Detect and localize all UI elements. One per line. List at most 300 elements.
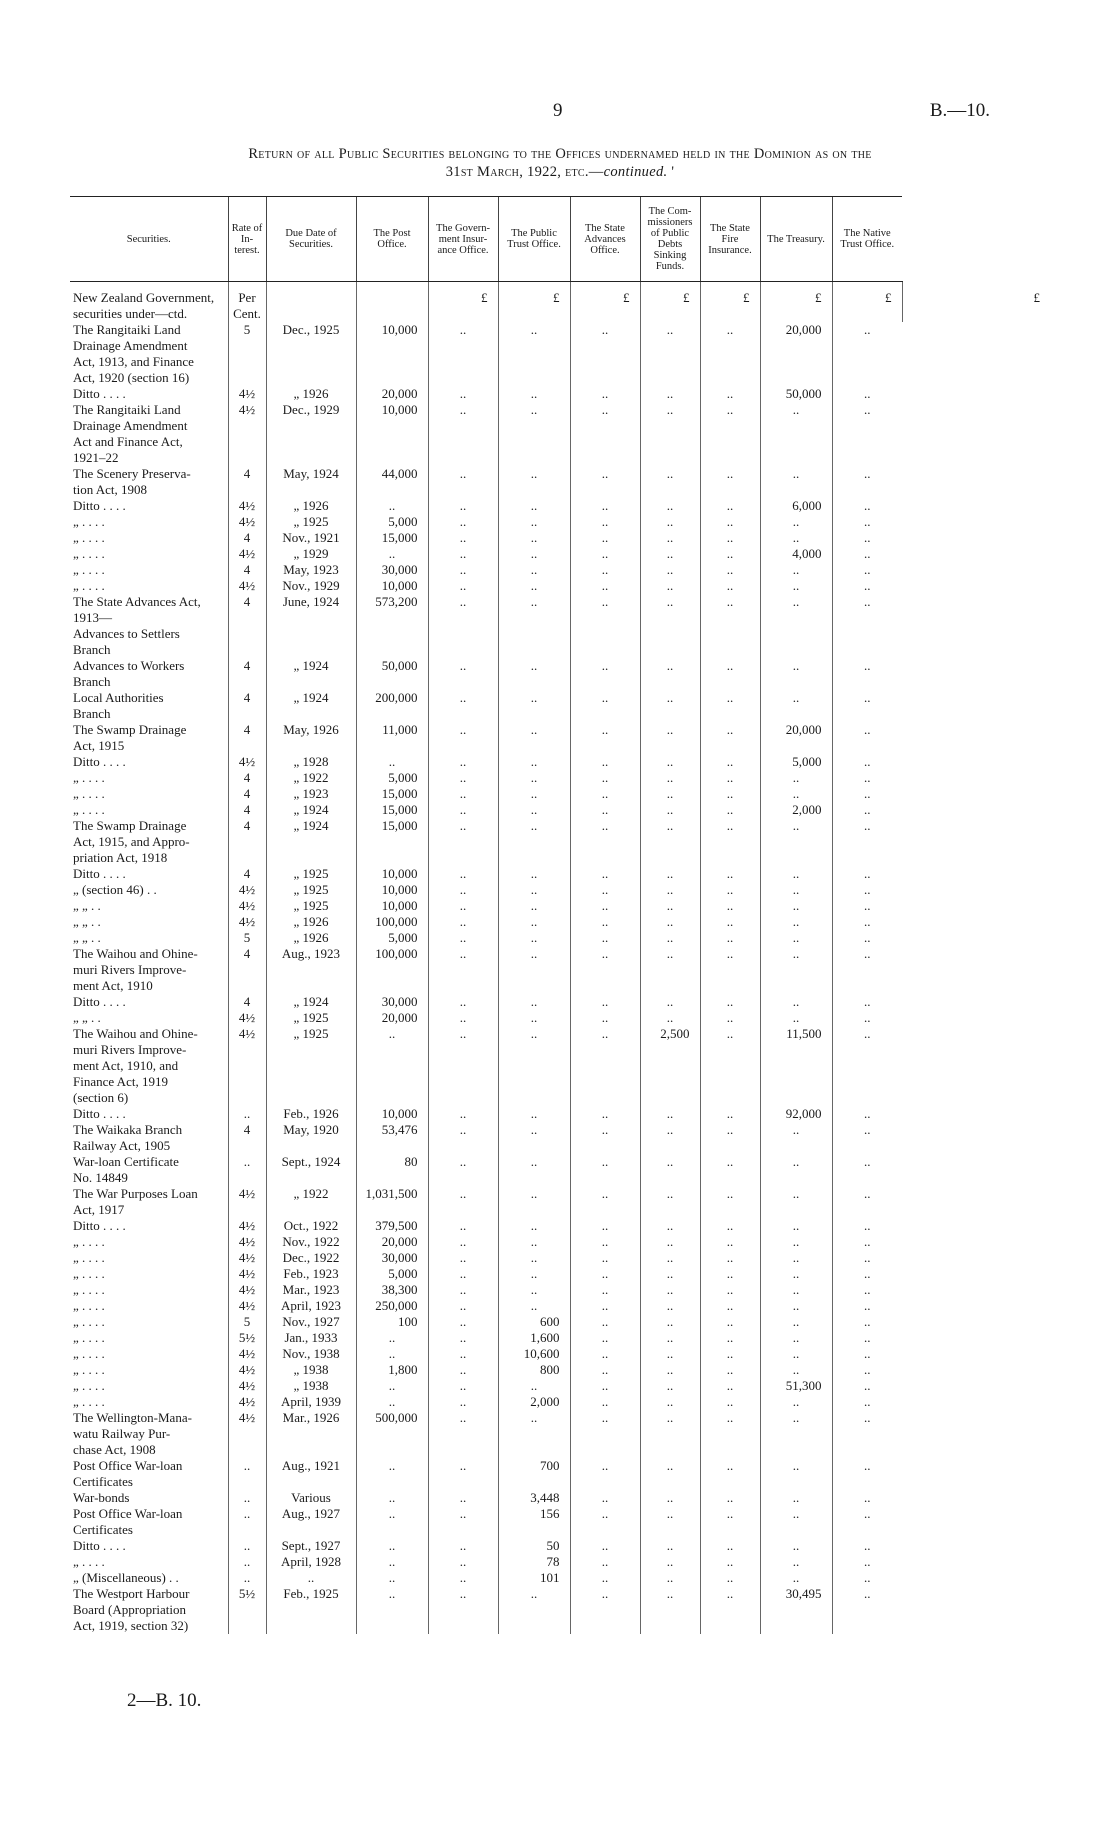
table-row [70,722,1050,754]
cell-security: „ . . . . [73,1346,105,1361]
cell-rate: 4½ [228,514,266,530]
cell-security: Advances to Workers Branch [73,658,185,689]
cell-native-trust: .. [832,1106,902,1122]
cell-treasury: .. [760,1266,832,1282]
cell-public-trust: .. [498,1026,570,1106]
cell-due-date: „ 1938 [266,1378,356,1394]
cell-security: Ditto . . . . [73,386,126,401]
cell-government-insurance: .. [428,1282,498,1298]
cell-state-advances: .. [570,1122,640,1154]
cell-rate: Per Cent. [228,282,266,323]
cell-sinking-funds: .. [640,898,700,914]
cell-due-date: Nov., 1938 [266,1346,356,1362]
table-row [70,1154,1050,1186]
cell-state-fire: .. [700,386,760,402]
cell-native-trust: .. [832,898,902,914]
cell-post-office: 100,000 [356,946,428,994]
cell-due-date: „ 1924 [266,818,356,866]
cell-government-insurance: .. [428,802,498,818]
table-row [70,1362,1050,1378]
cell-public-trust: .. [498,658,570,690]
cell-treasury: .. [760,1218,832,1234]
cell-rate: .. [228,1570,266,1586]
cell-native-trust: .. [832,818,902,866]
cell-post-office: .. [356,754,428,770]
cell-security: „ . . . . [73,514,105,529]
cell-treasury: 50,000 [760,386,832,402]
cell-state-fire: .. [700,1330,760,1346]
cell-state-fire: .. [700,498,760,514]
table-row [70,562,1050,578]
header-rate: Rate of In-terest. [228,197,266,282]
cell-sinking-funds: .. [640,658,700,690]
table-row [70,594,1050,658]
cell-due-date: May, 1924 [266,466,356,498]
cell-state-advances: .. [570,1010,640,1026]
cell-state-fire: .. [700,754,760,770]
cell-post-office: 30,000 [356,994,428,1010]
cell-post-office: .. [356,1586,428,1634]
cell-rate: 4 [228,770,266,786]
cell-sinking-funds: .. [640,1330,700,1346]
cell-state-advances: .. [570,466,640,498]
cell-post-office: 15,000 [356,530,428,546]
cell-treasury: 20,000 [760,322,832,386]
table-row [70,690,1050,722]
cell-sinking-funds: .. [640,1490,700,1506]
cell-native-trust: .. [832,1250,902,1266]
cell-state-fire: .. [700,514,760,530]
cell-sinking-funds: .. [640,690,700,722]
cell-government-insurance: .. [428,914,498,930]
cell-government-insurance: £ [428,282,498,323]
table-row [70,1570,1050,1586]
cell-state-advances: .. [570,1362,640,1378]
cell-due-date: Sept., 1924 [266,1154,356,1186]
table-row [70,1506,1050,1538]
cell-state-fire: .. [700,770,760,786]
cell-rate: 4 [228,658,266,690]
cell-state-fire: .. [700,1010,760,1026]
cell-sinking-funds: .. [640,1394,700,1410]
footer-reference: 2—B. 10. [127,1690,202,1711]
table-row [70,402,1050,466]
cell-security: The Westport Harbour Board (Appropriation Act, 1919, section 32) [73,1586,190,1633]
cell-post-office: 30,000 [356,1250,428,1266]
cell-state-advances: .. [570,1538,640,1554]
cell-post-office: 10,000 [356,866,428,882]
cell-security: „ . . . . [73,1394,105,1409]
cell-due-date: Aug., 1927 [266,1506,356,1538]
cell-treasury: £ [760,282,832,323]
table-row [70,1410,1050,1458]
cell-treasury: .. [760,1570,832,1586]
cell-government-insurance: .. [428,594,498,658]
cell-post-office: 500,000 [356,1410,428,1458]
cell-post-office: 200,000 [356,690,428,722]
cell-native-trust: .. [832,1314,902,1330]
cell-post-office: 10,000 [356,578,428,594]
cell-rate: 5 [228,930,266,946]
cell-native-trust: .. [832,1010,902,1026]
cell-security: Post Office War-loan Certificates [73,1506,183,1537]
cell-state-advances: .. [570,514,640,530]
cell-post-office: 379,500 [356,1218,428,1234]
cell-post-office [356,282,428,323]
cell-native-trust: .. [832,1506,902,1538]
cell-due-date: April, 1928 [266,1554,356,1570]
cell-public-trust: .. [498,754,570,770]
cell-public-trust: .. [498,1122,570,1154]
table-row [70,1538,1050,1554]
cell-state-fire: .. [700,1154,760,1186]
cell-sinking-funds: .. [640,1106,700,1122]
cell-sinking-funds: .. [640,1458,700,1490]
cell-treasury: .. [760,514,832,530]
cell-state-fire: .. [700,1506,760,1538]
cell-native-trust: .. [832,882,902,898]
cell-public-trust: .. [498,1586,570,1634]
cell-post-office: 20,000 [356,1234,428,1250]
cell-state-advances: .. [570,530,640,546]
cell-native-trust: .. [832,386,902,402]
cell-treasury: .. [760,1410,832,1458]
cell-treasury: .. [760,818,832,866]
cell-public-trust: 3,448 [498,1490,570,1506]
cell-native-trust: £ [832,282,902,323]
cell-state-advances: .. [570,1154,640,1186]
table-row [70,1282,1050,1298]
cell-sinking-funds: .. [640,930,700,946]
cell-due-date: „ 1926 [266,914,356,930]
cell-state-advances: .. [570,930,640,946]
cell-state-fire: .. [700,594,760,658]
table-row [70,1298,1050,1314]
cell-government-insurance: .. [428,546,498,562]
cell-state-advances: .. [570,1586,640,1634]
cell-sinking-funds: .. [640,1554,700,1570]
cell-post-office: 20,000 [356,1010,428,1026]
cell-security: War-bonds [73,1490,130,1505]
table-row [70,322,1050,386]
cell-due-date: „ 1928 [266,754,356,770]
cell-post-office: 44,000 [356,466,428,498]
header-native-trust: The Native Trust Office. [832,197,902,282]
cell-sinking-funds: .. [640,1250,700,1266]
cell-state-fire: .. [700,914,760,930]
cell-public-trust: .. [498,690,570,722]
cell-government-insurance: .. [428,578,498,594]
cell-sinking-funds: .. [640,1538,700,1554]
cell-rate: 4 [228,722,266,754]
cell-state-fire: .. [700,722,760,754]
cell-sinking-funds: .. [640,1122,700,1154]
cell-rate: .. [228,1506,266,1538]
cell-sinking-funds: .. [640,1298,700,1314]
table-row [70,994,1050,1010]
cell-public-trust: .. [498,914,570,930]
cell-post-office: .. [356,1330,428,1346]
cell-treasury: .. [760,1234,832,1250]
cell-due-date: Feb., 1926 [266,1106,356,1122]
cell-security: The Wellington-Mana- watu Railway Pur- chase Act, 1908 [73,1410,192,1457]
cell-security: Ditto . . . . [73,498,126,513]
cell-public-trust: .. [498,386,570,402]
cell-state-fire: .. [700,1490,760,1506]
cell-treasury: .. [760,930,832,946]
cell-due-date: Various [266,1490,356,1506]
cell-treasury: .. [760,1314,832,1330]
cell-security: The Rangitaiki Land Drainage Amendment Act, 1913, and Finance Act, 1920 (section 16) [73,322,194,385]
cell-public-trust: .. [498,1410,570,1458]
cell-sinking-funds: .. [640,402,700,466]
cell-public-trust: .. [498,722,570,754]
cell-due-date: Feb., 1923 [266,1266,356,1282]
cell-state-advances: .. [570,690,640,722]
cell-native-trust: .. [832,1586,902,1634]
cell-state-advances: .. [570,882,640,898]
cell-native-trust: .. [832,1538,902,1554]
cell-state-fire: .. [700,1554,760,1570]
cell-rate: 4 [228,530,266,546]
cell-native-trust: .. [832,562,902,578]
cell-state-fire: .. [700,1362,760,1378]
cell-post-office: 5,000 [356,1266,428,1282]
table-row [70,882,1050,898]
cell-post-office: 15,000 [356,818,428,866]
cell-state-advances: .. [570,1298,640,1314]
cell-sinking-funds: .. [640,1362,700,1378]
cell-sinking-funds: .. [640,498,700,514]
cell-due-date: .. [266,1570,356,1586]
cell-native-trust: .. [832,690,902,722]
cell-native-trust: .. [832,530,902,546]
cell-native-trust: .. [832,1298,902,1314]
cell-sinking-funds: .. [640,1186,700,1218]
cell-public-trust: .. [498,994,570,1010]
cell-treasury: .. [760,466,832,498]
cell-due-date: „ 1924 [266,994,356,1010]
cell-state-advances: .. [570,562,640,578]
cell-public-trust: 156 [498,1506,570,1538]
cell-due-date: Nov., 1929 [266,578,356,594]
cell-state-fire: .. [700,1122,760,1154]
cell-government-insurance: .. [428,1490,498,1506]
cell-public-trust: .. [498,818,570,866]
cell-security: „ . . . . [73,530,105,545]
cell-due-date: „ 1926 [266,498,356,514]
cell-treasury: .. [760,578,832,594]
header-government-insurance: The Govern-ment Insur-ance Office. [428,197,498,282]
cell-government-insurance: .. [428,1010,498,1026]
cell-government-insurance: .. [428,1330,498,1346]
cell-post-office: .. [356,546,428,562]
cell-state-advances: .. [570,498,640,514]
cell-security: „ . . . . [73,786,105,801]
table-row [70,1346,1050,1362]
cell-treasury: .. [760,690,832,722]
cell-native-trust: .. [832,1458,902,1490]
cell-native-trust: .. [832,1266,902,1282]
cell-state-fire: .. [700,818,760,866]
cell-due-date: June, 1924 [266,594,356,658]
cell-rate: 5½ [228,1586,266,1634]
header-sinking-funds: The Com-missioners of Public Debts Sinking Funds. [640,197,700,282]
cell-rate: 5 [228,1314,266,1330]
cell-post-office: 10,000 [356,1106,428,1122]
cell-sinking-funds: .. [640,754,700,770]
cell-security: Ditto . . . . [73,866,126,881]
header-treasury: The Treasury. [760,197,832,282]
cell-rate: 4 [228,994,266,1010]
cell-government-insurance: .. [428,1570,498,1586]
cell-rate: 4 [228,802,266,818]
cell-government-insurance: .. [428,1298,498,1314]
cell-treasury: .. [760,770,832,786]
cell-security: „ . . . . [73,1298,105,1313]
cell-state-fire: .. [700,946,760,994]
cell-public-trust: .. [498,402,570,466]
cell-due-date: Dec., 1929 [266,402,356,466]
cell-state-fire: .. [700,802,760,818]
cell-post-office: 53,476 [356,1122,428,1154]
cell-state-fire: .. [700,1346,760,1362]
table-row [70,530,1050,546]
cell-government-insurance: .. [428,658,498,690]
cell-native-trust: .. [832,770,902,786]
cell-due-date: Oct., 1922 [266,1218,356,1234]
cell-government-insurance: .. [428,1234,498,1250]
cell-post-office: 1,800 [356,1362,428,1378]
cell-government-insurance: .. [428,866,498,882]
cell-due-date: „ 1925 [266,898,356,914]
cell-treasury: .. [760,1458,832,1490]
table-row [70,1122,1050,1154]
cell-rate: 4½ [228,754,266,770]
cell-treasury: .. [760,1154,832,1186]
title-line-2: 31st March, 1922, etc.— [445,164,604,180]
cell-sinking-funds: .. [640,1586,700,1634]
cell-state-advances: .. [570,1314,640,1330]
cell-native-trust: .. [832,1362,902,1378]
table-row [70,866,1050,882]
cell-sinking-funds: .. [640,1410,700,1458]
cell-native-trust: .. [832,930,902,946]
cell-sinking-funds: .. [640,770,700,786]
page-title [70,145,1050,181]
cell-security: „ . . . . [73,1378,105,1393]
cell-security: The Scenery Preserva- tion Act, 1908 [73,466,191,497]
cell-rate: 4½ [228,546,266,562]
cell-security: The Swamp Drainage Act, 1915, and Appro- priation Act, 1918 [73,818,190,865]
cell-rate: 4½ [228,1250,266,1266]
cell-state-fire: .. [700,1314,760,1330]
cell-public-trust: .. [498,1186,570,1218]
cell-state-fire: .. [700,530,760,546]
cell-native-trust: .. [832,1410,902,1458]
cell-public-trust: .. [498,1234,570,1250]
cell-sinking-funds: .. [640,722,700,754]
cell-rate: 4 [228,466,266,498]
cell-due-date: April, 1923 [266,1298,356,1314]
cell-post-office: .. [356,1506,428,1538]
cell-native-trust: .. [832,546,902,562]
cell-state-fire: .. [700,1298,760,1314]
cell-sinking-funds: .. [640,1506,700,1538]
table-body [70,282,1050,1635]
cell-state-advances: .. [570,322,640,386]
cell-treasury: .. [760,530,832,546]
cell-due-date: „ 1926 [266,930,356,946]
cell-state-fire: .. [700,658,760,690]
cell-public-trust: 800 [498,1362,570,1378]
cell-state-advances: £ [570,282,640,323]
cell-native-trust: .. [832,1026,902,1106]
cell-security: The War Purposes Loan Act, 1917 [73,1186,198,1217]
cell-public-trust: .. [498,546,570,562]
cell-due-date: Nov., 1927 [266,1314,356,1330]
cell-security: „ „ . . [73,930,101,945]
cell-government-insurance: .. [428,994,498,1010]
cell-rate: 4½ [228,1186,266,1218]
cell-treasury: .. [760,1490,832,1506]
cell-treasury: .. [760,786,832,802]
cell-government-insurance: .. [428,1410,498,1458]
cell-state-fire: .. [700,1458,760,1490]
table-row [70,466,1050,498]
table-header-row [70,197,1050,282]
cell-public-trust: 2,000 [498,1394,570,1410]
cell-security: New Zealand Government, securities under—ctd. [73,290,215,321]
cell-state-fire: .. [700,562,760,578]
cell-sinking-funds: .. [640,514,700,530]
cell-post-office: .. [356,1490,428,1506]
cell-native-trust: .. [832,594,902,658]
cell-post-office: 30,000 [356,562,428,578]
cell-treasury: .. [760,1250,832,1266]
cell-post-office: 5,000 [356,514,428,530]
cell-state-advances: .. [570,770,640,786]
cell-security: „ . . . . [73,1250,105,1265]
cell-public-trust: 1,600 [498,1330,570,1346]
cell-government-insurance: .. [428,1154,498,1186]
table-row [70,514,1050,530]
cell-native-trust: .. [832,1570,902,1586]
cell-security: The Rangitaiki Land Drainage Amendment Act and Finance Act, 1921–22 [73,402,188,465]
cell-rate: 4½ [228,402,266,466]
cell-public-trust: £ [498,282,570,323]
cell-state-fire: £ [700,282,760,323]
cell-state-advances: .. [570,786,640,802]
cell-post-office: 250,000 [356,1298,428,1314]
cell-rate: .. [228,1554,266,1570]
cell-state-fire: .. [700,1538,760,1554]
cell-state-advances: .. [570,1218,640,1234]
cell-public-trust: .. [498,594,570,658]
cell-state-advances: .. [570,1394,640,1410]
cell-security: „ . . . . [73,770,105,785]
cell-government-insurance: .. [428,930,498,946]
cell-government-insurance: .. [428,1314,498,1330]
table-row [70,770,1050,786]
cell-state-advances: .. [570,546,640,562]
cell-undefined: £ [902,282,1050,323]
cell-government-insurance: .. [428,1218,498,1234]
cell-state-fire: .. [700,1394,760,1410]
cell-native-trust: .. [832,1378,902,1394]
cell-state-fire: .. [700,1282,760,1298]
cell-post-office: 100,000 [356,914,428,930]
